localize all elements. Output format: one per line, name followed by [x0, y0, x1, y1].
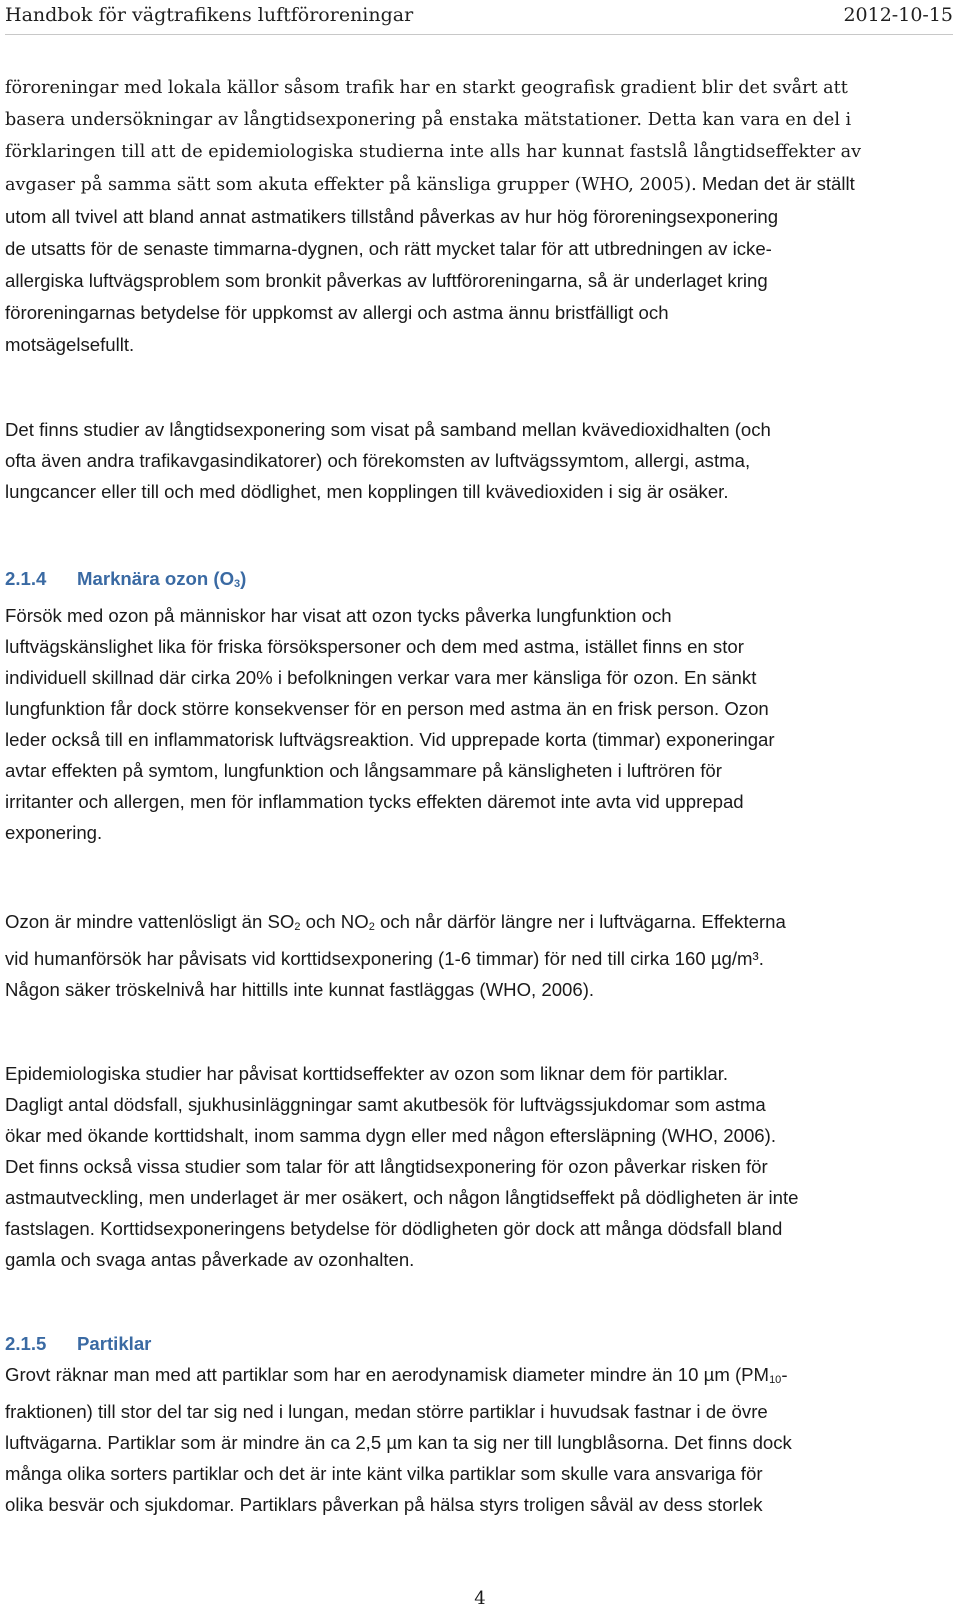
spacer [5, 848, 953, 906]
paragraph-long-term-exposure: Det finns studier av långtidsexponering som visat på samband mellan kvävedioxidhalten (och ofta även andra trafikavgasindikatorer) och förekomsten av luftvägssymtom, allergi, astma, lungcancer eller till och med dödlighet, men kopplingen till kvävedioxiden i sig är osäker. [5, 419, 771, 502]
text: och når därför längre ner i luftvägarna. Effekterna vid humanförsök har påvisats vid korttidsexponering (1-6 timmar) för ned till cirka 160 µg/m³. Någon säker tröskelnivå har hittills inte kunnat fastläggas (WHO, 2006). [5, 911, 786, 1000]
document-title: Handbok för vägtrafikens luftföroreningar [5, 4, 414, 26]
header-divider [5, 34, 953, 35]
document-date: 2012-10-15 [843, 4, 953, 26]
section-number: 2.1.4 [5, 568, 47, 589]
subscript: 2 [368, 921, 375, 933]
section-heading-ozone [5, 563, 953, 600]
paragraph-sans-part: Medan det är ställt utom all tvivel att bland annat astmatikers tillstånd påverkas av hur hög föroreningsexponering de utsatts för de senaste timmarna-dygnen, och rätt mycket talar för att utbredningen av icke- allergiska luftvägsproblem som bronkit påverkas av luftföroreningarna, så är underlaget kring föroreningarnas betydelse för uppkomst av allergi och astma ännu bristfälligt och motsägelsefullt. [5, 173, 855, 355]
text: Ozon är mindre vattenlösligt än SO [5, 911, 295, 932]
subscript: 2 [294, 921, 301, 933]
paragraph-exposure-studies [5, 72, 953, 361]
page-header [5, 0, 953, 30]
spacer [5, 1275, 953, 1328]
paragraph-epidemiology: Epidemiologiska studier har påvisat korttidseffekter av ozon som liknar dem för partiklar. Dagligt antal dödsfall, sjukhusinläggningar samt akutbesök för luftvägssjukdomar som astma ökar med ökande korttidshalt, inom samma dygn eller med någon eftersläpning (WHO, 2006). Det finns också vissa studier som talar för att långtidsexponering för ozon påverkar risken för astmautveckling, men underlaget är mer osäkert, och någon långtidseffekt på dödligheten är inte fastslagen. Korttidsexponeringens betydelse för dödligheten gör dock att många dödsfall bland gamla och svaga antas påverkade av ozonhalten. [5, 1063, 799, 1270]
section-number: 2.1.5 [5, 1333, 47, 1354]
paragraph-serif-part: föroreningar med lokala källor såsom trafik har en starkt geografisk gradient blir det svårt att basera undersökningar av långtidsexponering på enstaka mätstationer. Detta kan vara en del i förklaringen till att de epidemiologiska studierna inte alls har kunnat fastslå långtidseffekter av avgaser på samma sätt som akuta effekter på känsliga grupper (WHO, 2005). [5, 78, 862, 195]
page-body [5, 72, 953, 1520]
section-title-close: ) [240, 568, 247, 589]
text: Grovt räknar man med att partiklar som har en aerodynamisk diameter mindre än 10 µm (PM [5, 1364, 770, 1385]
paragraph-ozone-trials: Försök med ozon på människor har visat att ozon tycks påverka lungfunktion och luftvägskänslighet lika för friska försökspersoner och dem med astma, istället finns en stor individuell skillnad där cirka 20% i befolkningen verkar vara mer känsliga för ozon. En sänkt lungfunktion får dock större konsekvenser för en person med astma än en frisk person. Ozon leder också till en inflammatorisk luftvägsreaktion. Vid upprepade korta (timmar) exponeringar avtar effekten på symtom, lungfunktion och långsammare på känsligheten i luftrören för irritanter och allergen, men för inflammation tycks effekten däremot inte avta vid upprepad exponering. [5, 605, 775, 843]
spacer [5, 507, 953, 563]
paragraph-ozone-solubility [5, 906, 953, 1005]
text: och NO [300, 911, 369, 932]
section-title: Marknära ozon (O [77, 568, 235, 589]
section-heading-particles [5, 1328, 953, 1359]
text: - fraktionen) till stor del tar sig ned i lungan, medan större partiklar i huvudsak fastnar i de övre luftvägarna. Partiklar som är mindre än ca 2,5 µm kan ta sig ner till lungblåsorna. Det finns dock många olika sorters partiklar och det är inte känt vilka partiklar som skulle vara ansvariga för olika besvär och sjukdomar. Partiklars påverkan på hälsa styrs troligen såväl av dess storlek [5, 1364, 792, 1515]
section-title: Partiklar [77, 1333, 152, 1354]
paragraph-particles [5, 1359, 953, 1520]
subscript: 3 [234, 578, 241, 590]
page-number: 4 [474, 1588, 486, 1609]
subscript: 10 [769, 1374, 782, 1386]
spacer [5, 1005, 953, 1058]
spacer [5, 361, 953, 414]
